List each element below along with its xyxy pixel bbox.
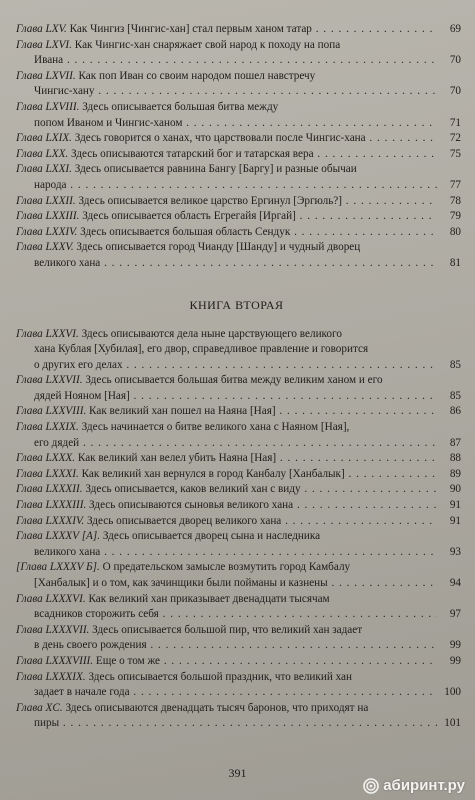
chapter-title-text: Здесь описывается город Чианду [Шанду] и чудный дворец [76,241,361,254]
entry-first-line [12,100,437,116]
entry-first-line [12,373,437,389]
chapter-title-text: [Ханбалык] и о том, как зачинщики были пойманы и казнены . . . [34,577,437,589]
watermark [363,777,465,794]
chapter-title-text: народа . . . [34,179,437,191]
chapter-label: Глава LXXXVIII. [16,654,94,667]
chapter-label: Глава LXXIX. [16,421,79,434]
chapter-title-text: Как великий хан пошел на Наяна [Ная] . . . [89,405,437,417]
page-ref: 89 [449,467,461,480]
chapter-label: Глава LXXXIII. [16,499,87,512]
chapter-title-text: хана Кублая [Хубилая], его двор, справедливое правление и говорится [34,343,369,356]
chapter-label: Глава LXXXV [А]. [16,530,101,543]
toc-entry [12,147,461,163]
entry-first-line [12,22,437,38]
chapter-label: Глава LXXIII. [16,210,80,223]
page-ref: 69 [449,23,461,35]
chapter-label: Глава LXVIII. [16,100,80,113]
chapter-label: Глава LXVII. [16,69,76,82]
book1-contents [12,22,461,272]
entry-continuation-line [12,607,437,623]
chapter-title-text: О предательском замысле возмутить город Камбалу [102,561,351,574]
entry-first-line [12,529,437,545]
page-ref: 99 [449,654,461,667]
chapter-title-text: Здесь описываются дела ныне царствующего великого [81,327,342,340]
chapter-title-text: его дядей . . . [34,437,437,449]
page-ref: 81 [449,256,461,269]
entry-continuation-line [12,342,437,358]
chapter-title-text: задает в начале года . . . [34,686,437,698]
chapter-label: Глава LXX. [16,147,69,160]
toc-entry [12,225,461,241]
book2-contents [12,327,461,732]
chapter-title-text: попом Иваном и Чингис-ханом . . . [34,117,437,129]
chapter-title-text: Здесь описывается великое царство Ергинул [Эргюль?] . . . [78,195,437,207]
toc-entry [12,420,461,451]
entry-first-line [12,194,437,210]
chapter-title-text: Как великий хан вернулся в город Канбалу [Ханбалык] . . . [82,468,437,480]
chapter-label: Глава LXXXI. [16,467,79,480]
toc-entry [12,670,461,701]
labyrinth-logo-icon [363,778,379,794]
chapter-label: Глава LXXI. [16,163,72,176]
chapter-title-text: пиры . . . [34,717,437,729]
chapter-title-text: Как поп Иван со своим народом пошел навстречу [78,69,316,82]
entry-continuation-line [12,389,437,405]
chapter-label: Глава LXIX. [16,132,72,145]
chapter-label: Глава LXXXII. [16,483,83,496]
entry-continuation-line [12,178,437,194]
chapter-label: Глава LXXXIX. [16,670,86,683]
entry-first-line [12,404,437,420]
chapter-label: Глава LXVI. [16,38,72,51]
page-ref: 91 [449,514,461,527]
chapter-label: Глава LXXIV. [16,225,78,238]
entry-first-line [12,69,437,85]
page-ref: 94 [449,577,461,589]
entry-continuation-line [12,256,437,272]
toc-entry [12,654,461,670]
toc-entry [12,162,461,193]
entry-continuation-line [12,716,437,732]
page-ref: 85 [449,389,461,402]
chapter-title-text: великого хана . . . [34,546,437,558]
entry-first-line [12,701,437,717]
page-ref: 72 [449,132,461,145]
page-ref: 90 [449,483,461,496]
entry-first-line [12,514,437,530]
entry-first-line [12,225,437,241]
entry-continuation-line [12,685,437,701]
entry-first-line [12,240,437,256]
page-ref: 85 [449,358,461,371]
page-ref: 80 [449,225,461,238]
entry-continuation-line [12,638,437,654]
page-ref: 75 [449,147,461,160]
entry-first-line [12,498,437,514]
entry-first-line [12,131,437,147]
chapter-title-text: всадников сторожить себя . . . [34,608,437,620]
entry-continuation-line [12,545,437,561]
page-ref: 70 [449,54,461,67]
page-ref: 78 [449,194,461,207]
entry-continuation-line [12,358,437,374]
toc-entry [12,701,461,732]
chapter-title-text: Здесь описываются татарский бог и татарская вера . . . [71,148,437,160]
entry-first-line [12,38,437,54]
chapter-label: Глава LXXXVII. [16,623,90,636]
chapter-title-text: о других его делах . . . [34,359,437,371]
chapter-label: Глава LXXXIV. [16,514,85,527]
chapter-title-text: Здесь говорится о ханах, что царствовали после Чингис-хана . . . [75,132,437,144]
page-ref: 93 [449,545,461,558]
chapter-title-text: Здесь описывается дворец сына и наследника [102,530,321,543]
toc-entry [12,592,461,623]
toc-entry [12,514,461,530]
toc-entry [12,560,461,591]
chapter-title-text: в день своего рождения . . . [34,639,437,651]
chapter-title-text: Как Чингис-хан снаряжает свой народ к походу на попа [74,38,341,51]
toc-entry [12,38,461,69]
toc-entry [12,498,461,514]
entry-first-line [12,654,437,670]
entry-first-line [12,147,437,163]
entry-first-line [12,451,437,467]
toc-entry [12,100,461,131]
chapter-label: Глава LXXVIII. [16,405,87,418]
toc-entry [12,623,461,654]
chapter-label: Глава LXXVII. [16,374,83,387]
toc-entry [12,404,461,420]
chapter-label: Глава XC. [16,701,63,714]
entry-continuation-line [12,84,437,100]
page-ref: 79 [449,210,461,223]
entry-first-line [12,670,437,686]
chapter-title-text: Здесь описывается область Егрегайя [Иргай] . . . [82,210,437,222]
chapter-title-text: Ивана . . . [34,54,437,66]
chapter-label: Глава LXXVI. [16,327,79,340]
page-ref: 70 [449,85,461,98]
entry-continuation-line [12,436,437,452]
page-ref: 86 [449,405,461,418]
chapter-title-text: Здесь описывается равнина Бангу [Баргу] и разные обычаи [74,163,357,176]
chapter-title-text: Здесь начинается о битве великого хана с Наяном [Ная], [81,421,350,434]
page-ref: 100 [444,686,461,699]
page-ref: 101 [444,717,461,730]
toc-entry [12,482,461,498]
entry-first-line [12,467,437,483]
entry-first-line [12,482,437,498]
entry-first-line [12,420,437,436]
toc-entry [12,194,461,210]
entry-first-line [12,162,437,178]
chapter-title-text: Здесь описывается большой праздник, что великий хан [88,670,353,683]
chapter-title-text: Здесь описывается, каков великий хан с виду . . . [85,483,437,495]
chapter-title-text: Здесь описывается дворец великого хана . . . [87,515,437,527]
page-ref: 91 [449,499,461,512]
chapter-title-text: дядей Нояном [Ная] . . . [34,390,437,402]
page-number: 391 [228,766,247,780]
chapter-title-text: Как Чингиз [Чингис-хан] стал первым ханом татар . . . [70,23,437,35]
chapter-label: Глава LXXXVI. [16,592,86,605]
chapter-label: Глава LXV. [16,23,67,35]
toc-entry [12,131,461,147]
toc-entry [12,467,461,483]
chapter-title-text: Еще о том же . . . [96,655,437,667]
chapter-title-text: Здесь описывается большая область Сендук . . . [80,226,437,238]
page-ref: 87 [449,436,461,449]
entry-continuation-line [12,576,437,592]
entry-continuation-line [12,116,437,132]
watermark-text: абиринт.ру [383,777,465,794]
toc-entry [12,373,461,404]
entry-first-line [12,592,437,608]
chapter-label: [Глава LXXXV Б]. [16,561,100,574]
toc-entry [12,451,461,467]
toc-entry [12,327,461,374]
entry-first-line [12,209,437,225]
chapter-label: Глава LXXV. [16,241,74,254]
chapter-title-text: Здесь описываются двенадцать тысяч баронов, что приходят на [65,701,369,714]
toc-entry [12,240,461,271]
chapter-title-text: Здесь описываются сыновья великого хана . . . [89,499,437,511]
page-ref: 88 [449,452,461,465]
toc-entry [12,529,461,560]
entry-continuation-line [12,53,437,69]
page-ref: 99 [449,639,461,652]
entry-first-line [12,623,437,639]
section-title: КНИГА ВТОРАЯ [189,297,284,312]
page-ref: 71 [449,116,461,129]
chapter-title-text: Чингис-хану . . . [34,85,437,97]
chapter-label: Глава LXXII. [16,194,76,207]
toc-entry [12,69,461,100]
toc-entry [12,209,461,225]
chapter-label: Глава LXXX. [16,452,76,465]
entry-first-line [12,327,437,343]
toc-entry [12,22,461,38]
chapter-title-text: Как великий хан приказывает двенадцати тысячам [88,592,330,605]
chapter-title-text: великого хана . . . [34,257,437,269]
chapter-title-text: Здесь описывается большая битва между [82,100,279,113]
page-ref: 77 [449,178,461,191]
page-ref: 97 [449,608,461,621]
chapter-title-text: Как великий хан велел убить Наяна [Ная] . . . [78,452,437,464]
entry-first-line [12,560,437,576]
chapter-title-text: Здесь описывается большой пир, что великий хан задает [92,623,363,636]
chapter-title-text: Здесь описывается большая битва между великим ханом и его [85,374,383,387]
